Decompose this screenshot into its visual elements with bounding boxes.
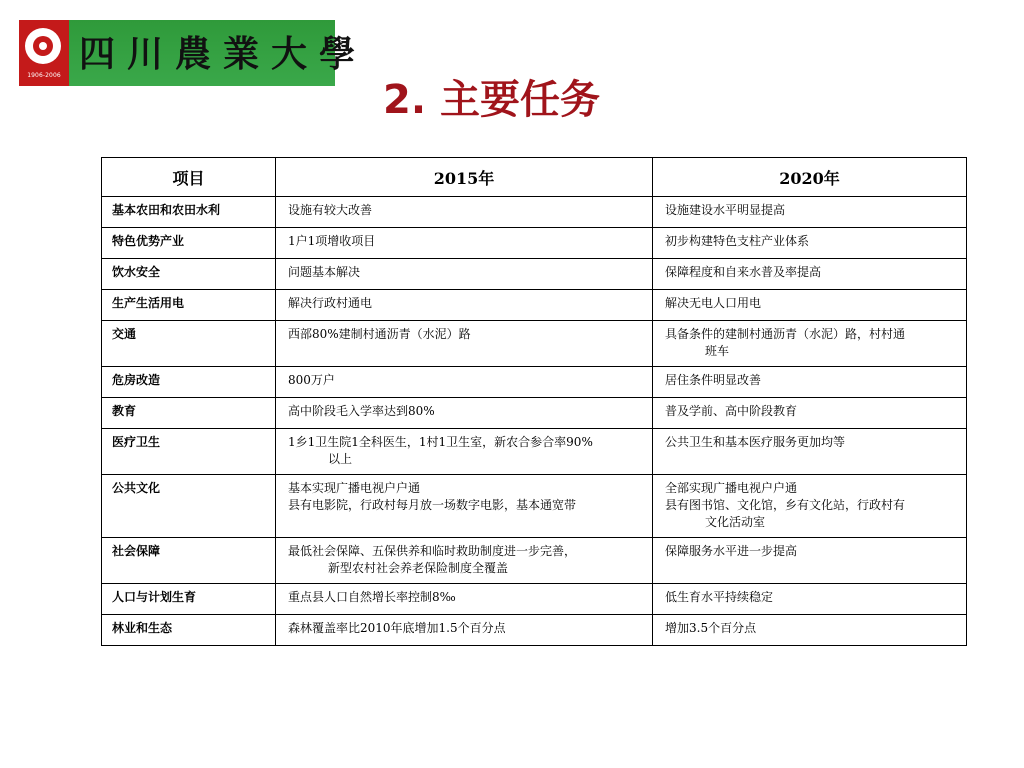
cell-y2015: [276, 475, 653, 538]
cell-text-line: 设施建设水平明显提高: [665, 203, 786, 217]
cell-y2020: [653, 290, 967, 321]
cell-text-line: 高中阶段毛入学率达到80%: [288, 404, 435, 418]
cell-text-line: 初步构建特色支柱产业体系: [665, 234, 810, 248]
cell-text-line: 县有电影院，行政村每月放一场数字电影，基本通宽带: [288, 498, 577, 512]
cell-text-line: 全部实现广播电视户户通: [665, 481, 798, 495]
cell-y2015: [276, 259, 653, 290]
logo-university-name: 四川農業大學: [79, 33, 368, 75]
cell-y2020: [653, 538, 967, 584]
row-item-label: 饮水安全: [102, 259, 276, 290]
cell-y2015: [276, 429, 653, 475]
cell-text-line: 800万户: [288, 373, 335, 387]
cell-text-line: 最低社会保障、五保供养和临时救助制度进一步完善，: [288, 544, 577, 558]
cell-text-line: 班车: [705, 344, 730, 358]
cell-y2015: [276, 398, 653, 429]
column-header-item: 项目: [102, 158, 276, 197]
table-row: [102, 367, 967, 398]
cell-text-line: 普及学前、高中阶段教育: [665, 404, 798, 418]
table-row: [102, 584, 967, 615]
tasks-table: [101, 157, 967, 646]
table-row: [102, 228, 967, 259]
table-row: [102, 538, 967, 584]
cell-y2015: [276, 197, 653, 228]
column-header-2015: 2015年: [276, 158, 653, 197]
table-row: [102, 398, 967, 429]
slide-title: 2. 主要任务: [383, 77, 600, 123]
row-item-label: 生产生活用电: [102, 290, 276, 321]
cell-y2020: [653, 367, 967, 398]
row-item-label: 林业和生态: [102, 615, 276, 646]
row-item-label: 交通: [102, 321, 276, 367]
cell-text-line: 西部80%建制村通沥青（水泥）路: [288, 327, 471, 341]
cell-text-line: 设施有较大改善: [288, 203, 373, 217]
table-row: [102, 615, 967, 646]
table-row: [102, 197, 967, 228]
cell-text-line: 公共卫生和基本医疗服务更加均等: [665, 435, 846, 449]
cell-text-line: 1户1项增收项目: [288, 234, 376, 248]
cell-text-line: 问题基本解决: [288, 265, 361, 279]
cell-y2020: [653, 259, 967, 290]
table-row: [102, 290, 967, 321]
row-item-label: 基本农田和农田水利: [102, 197, 276, 228]
cell-y2020: [653, 398, 967, 429]
cell-text-line: 基本实现广播电视户户通: [288, 481, 421, 495]
cell-text-line: 以上: [328, 452, 353, 466]
cell-y2015: [276, 538, 653, 584]
cell-text-line: 文化活动室: [705, 515, 766, 529]
cell-y2020: [653, 321, 967, 367]
row-item-label: 人口与计划生育: [102, 584, 276, 615]
cell-y2020: [653, 584, 967, 615]
logo-years: 1906-2006: [27, 72, 61, 79]
cell-text-line: 低生育水平持续稳定: [665, 590, 774, 604]
cell-y2015: [276, 615, 653, 646]
table-row: [102, 321, 967, 367]
cell-y2020: [653, 429, 967, 475]
cell-text-line: 森林覆盖率比2010年底增加1.5个百分点: [288, 621, 506, 635]
cell-y2015: [276, 584, 653, 615]
cell-y2015: [276, 321, 653, 367]
row-item-label: 公共文化: [102, 475, 276, 538]
row-item-label: 特色优势产业: [102, 228, 276, 259]
cell-y2015: [276, 228, 653, 259]
row-item-label: 危房改造: [102, 367, 276, 398]
table-row: [102, 259, 967, 290]
row-item-label: 医疗卫生: [102, 429, 276, 475]
cell-y2020: [653, 197, 967, 228]
cell-text-line: 解决行政村通电: [288, 296, 373, 310]
cell-y2020: [653, 228, 967, 259]
column-header-2020: 2020年: [653, 158, 967, 197]
university-logo: [19, 20, 368, 86]
cell-y2020: [653, 615, 967, 646]
row-item-label: 社会保障: [102, 538, 276, 584]
table-row: [102, 475, 967, 538]
cell-text-line: 增加3.5个百分点: [665, 621, 757, 635]
cell-text-line: 居住条件明显改善: [665, 373, 762, 387]
cell-text-line: 县有图书馆、文化馆，乡有文化站，行政村有: [665, 498, 906, 512]
cell-text-line: 具备条件的建制村通沥青（水泥）路，村村通: [665, 327, 906, 341]
cell-y2020: [653, 475, 967, 538]
cell-text-line: 重点县人口自然增长率控制8‰: [288, 590, 456, 604]
cell-text-line: 解决无电人口用电: [665, 296, 762, 310]
table-header-row: [102, 158, 967, 197]
university-emblem-icon: [19, 20, 69, 86]
cell-y2015: [276, 367, 653, 398]
cell-text-line: 1乡1卫生院1全科医生，1村1卫生室，新农合参合率90%: [288, 435, 593, 449]
cell-text-line: 保障服务水平进一步提高: [665, 544, 798, 558]
cell-y2015: [276, 290, 653, 321]
cell-text-line: 新型农村社会养老保险制度全覆盖: [328, 561, 509, 575]
cell-text-line: 保障程度和自来水普及率提高: [665, 265, 822, 279]
table-row: [102, 429, 967, 475]
row-item-label: 教育: [102, 398, 276, 429]
